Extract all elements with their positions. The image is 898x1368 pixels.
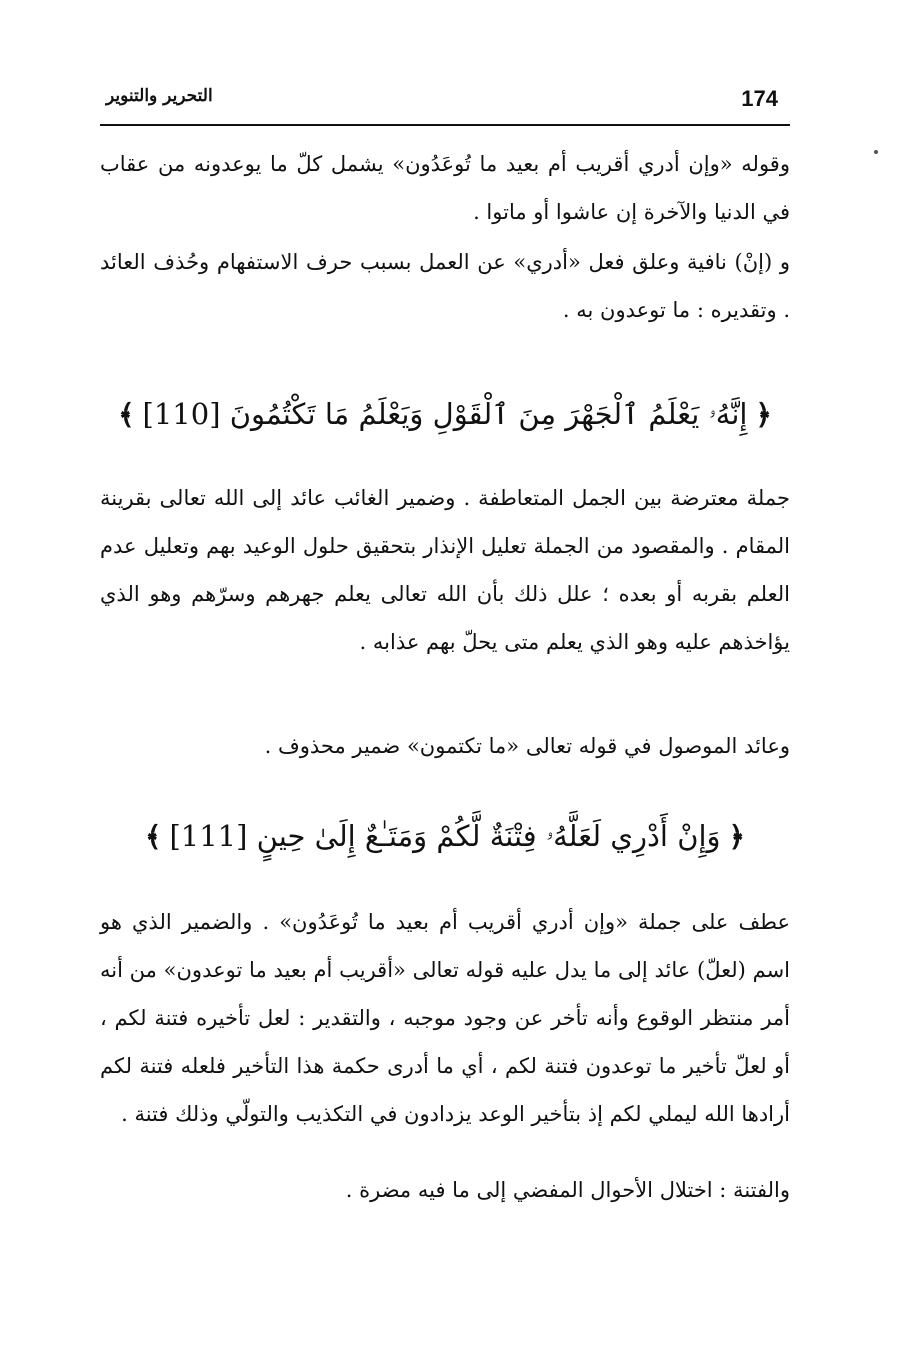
paragraph-4: وعائد الموصول في قوله تعالى «ما تكتمون» ضمير محذوف . <box>264 734 790 758</box>
page-number: 174 <box>741 86 778 111</box>
verse-open-bracket: ﴿ <box>728 820 745 853</box>
verse-110-number: [110] <box>142 397 221 431</box>
verse-111 <box>100 806 790 867</box>
page-header <box>100 80 790 126</box>
verse-close-bracket: ﴾ <box>118 398 135 431</box>
verse-110 <box>100 384 790 445</box>
paragraph-3: جملة معترضة بين الجمل المتعاطفة . وضمير الغائب عائد إلى الله تعالى بقرينة المقام . والمقصود من الجملة تعليل الإنذار بتحقيق حلول الوعيد بهم وتعليل عدم العلم بقربه أو بعده ؛ علل ذلك بأن الله تعالى يعلم جهرهم وسرّهم وهو الذي يؤاخذهم عليه وهو الذي يعلم متى يحلّ بهم عذابه . <box>100 486 790 654</box>
paragraph-5: عطف على جملة «وإن أدري أقريب أم بعيد ما تُوعَدُون» . والضمير الذي هو اسم (لعلّ) عائد إلى ما يدل عليه قوله تعالى «أقريب أم بعيد ما توعدون» من أنه أمر منتظر الوقوع وأنه تأخر عن وجود موجبه ، والتقدير : لعل تأخيره فتنة لكم ، أو لعلّ تأخير ما توعدون فتنة لكم ، أي ما أدرى حكمة هذا التأخير فلعله فتنة لكم أرادها الله ليملي لكم إذ بتأخير الوعد يزدادون في التكذيب والتولّي وذلك فتنة . <box>100 910 790 1126</box>
verse-111-number: [111] <box>169 819 248 853</box>
verse-110-text: إِنَّهُۥ يَعْلَمُ ٱلْجَهْرَ مِنَ ٱلْقَوْلِ وَيَعْلَمُ مَا تَكْتُمُونَ <box>229 397 748 431</box>
paragraph-1: وقوله «وإن أدري أقريب أم بعيد ما تُوعَدُون» يشمل كلّ ما يوعدونه من عقاب في الدنيا والآخرة إن عاشوا أو ماتوا . <box>100 152 790 224</box>
verse-open-bracket: ﴿ <box>755 398 772 431</box>
speck-mark <box>874 150 878 154</box>
paragraph-6: والفتنة : اختلال الأحوال المفضي إلى ما فيه مضرة . <box>345 1178 790 1202</box>
verse-close-bracket: ﴾ <box>145 820 162 853</box>
verse-111-text: وَإِنْ أَدْرِي لَعَلَّهُۥ فِتْنَةٌ لَّكُمْ وَمَتَـٰعٌ إِلَىٰ حِينٍ <box>256 819 721 853</box>
paragraph-2: و (إنْ) نافية وعلق فعل «أدري» عن العمل بسبب حرف الاستفهام وحُذف العائد . وتقديره : ما توعدون به . <box>100 250 790 322</box>
running-title: التحرير والتنوير <box>106 86 213 106</box>
